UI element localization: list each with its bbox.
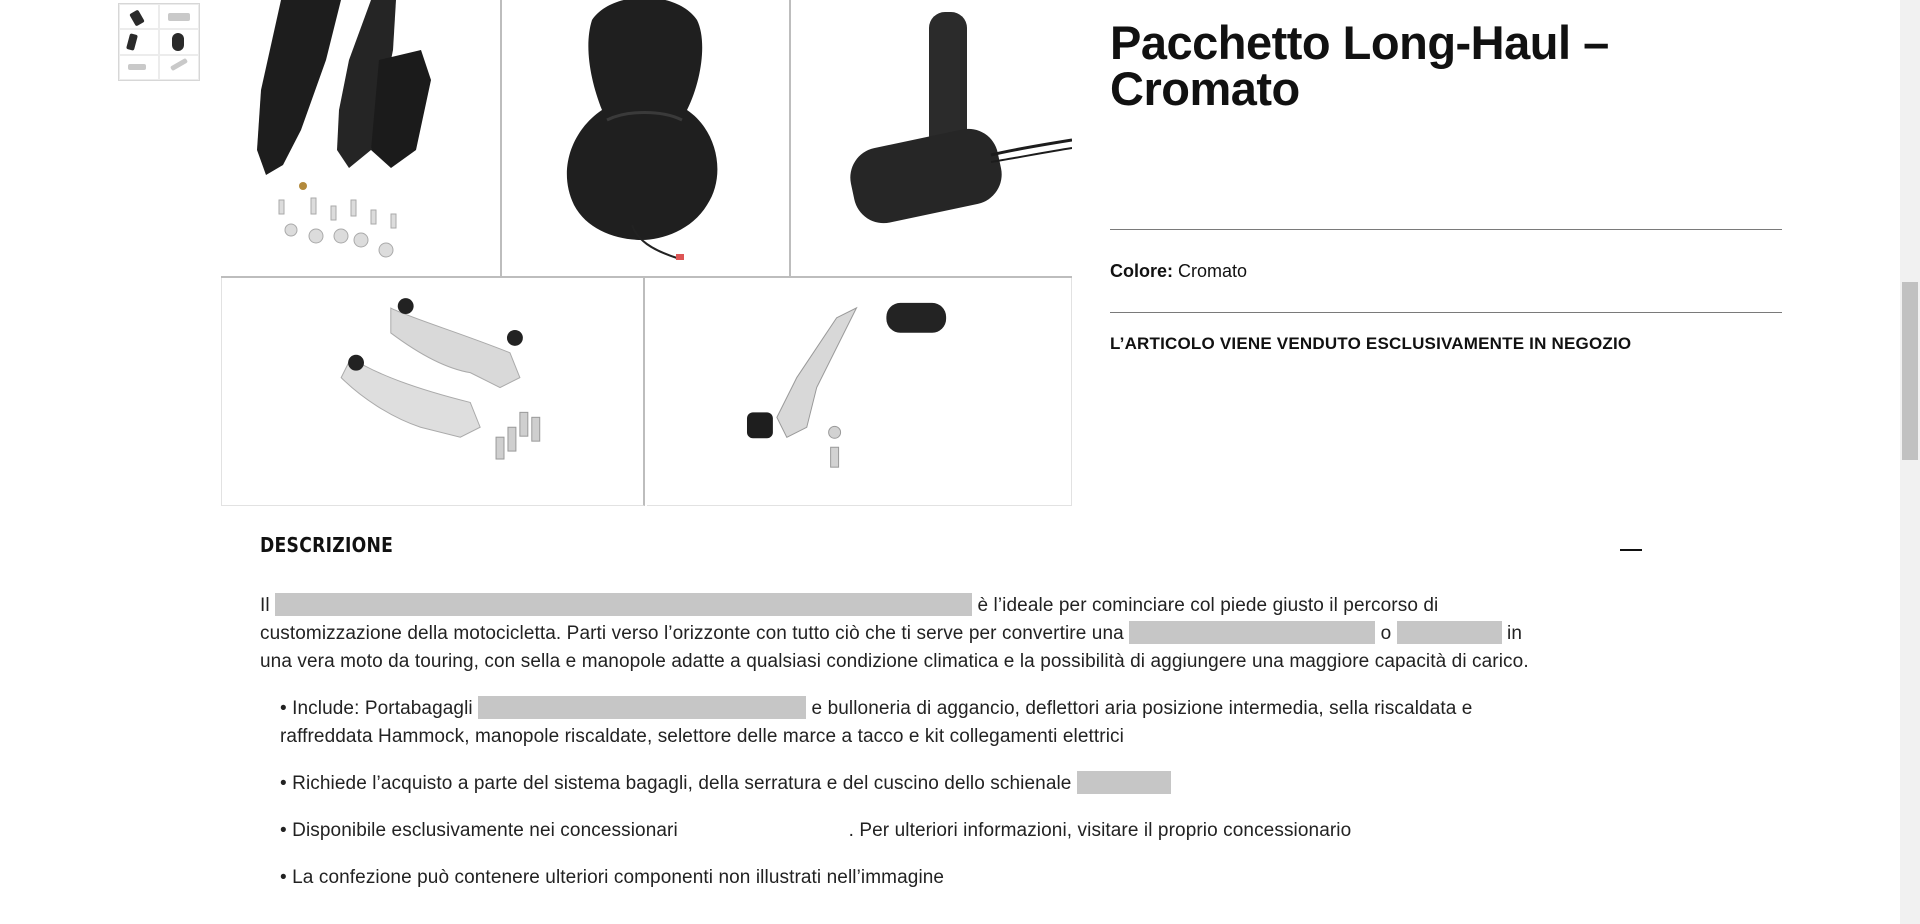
list-item xyxy=(280,770,1530,798)
shifter-image xyxy=(647,278,1071,505)
availability-notice: L’ARTICOLO VIENE VENDUTO ESCLUSIVAMENTE IN NEGOZIO xyxy=(1110,334,1632,353)
color-label: Colore: xyxy=(1110,261,1173,281)
list-item xyxy=(280,817,1530,845)
redacted-text xyxy=(1129,621,1375,644)
collapse-description-button[interactable] xyxy=(1618,538,1644,562)
thumb-cell xyxy=(119,29,159,54)
seat-image xyxy=(502,0,789,276)
paragraph-text: è l’ideale per cominciare col piede giusto il percorso di customizzazione della motocicletta. Parti verso l’orizzonte con tutto ciò che ti serve per convertire una xyxy=(260,595,1439,644)
paragraph-text: Il xyxy=(260,595,270,616)
thumb-cell xyxy=(159,55,199,80)
gallery-image-seat[interactable] xyxy=(502,0,791,278)
redacted-text xyxy=(478,696,806,719)
redacted-text xyxy=(1397,621,1502,644)
gallery-image-deflectors[interactable] xyxy=(221,0,502,278)
paragraph-text: o xyxy=(1380,623,1392,644)
deflectors-image xyxy=(221,0,500,276)
redacted-text xyxy=(1077,771,1171,794)
thumb-cell xyxy=(159,4,199,29)
bullet-text: • La confezione può contenere ulteriori componenti non illustrati nell’immagine xyxy=(280,867,945,888)
gallery-image-shifter[interactable] xyxy=(647,278,1072,506)
redacted-text xyxy=(275,593,972,616)
bullet-text: • Disponibile esclusivamente nei concessionari xyxy=(280,820,678,841)
paragraph-text: in una vera moto da touring, con sella e manopole adatte a qualsiasi condizione climatica e la possibilità di aggiungere una maggiore capacità di carico. xyxy=(260,623,1529,672)
mounts-image xyxy=(222,278,643,505)
list-item xyxy=(280,695,1530,751)
divider xyxy=(1110,229,1782,230)
product-title: Pacchetto Long-Haul – Cromato xyxy=(1110,16,1609,115)
minus-icon xyxy=(1620,549,1642,551)
bullet-text: . Per ulteriori informazioni, visitare il proprio concessionario xyxy=(848,820,1352,841)
description-heading[interactable]: DESCRIZIONE xyxy=(260,533,394,557)
bullet-text: • Include: Portabagagli xyxy=(280,698,473,719)
grips-image xyxy=(791,0,1072,276)
scrollbar-thumb[interactable] xyxy=(1902,282,1918,460)
feature-list xyxy=(260,695,1530,892)
list-item xyxy=(280,864,1530,892)
gallery-image-grips[interactable] xyxy=(791,0,1072,278)
description-paragraph xyxy=(260,592,1530,676)
bullet-text: • Richiede l’acquisto a parte del sistema bagagli, della serratura e del cuscino dello schienale xyxy=(280,773,1072,794)
product-gallery xyxy=(221,0,1072,506)
blank-space xyxy=(683,820,843,840)
gallery-thumbnail[interactable] xyxy=(118,3,200,81)
description-body xyxy=(260,592,1530,911)
thumb-cell xyxy=(119,4,159,29)
divider xyxy=(1110,312,1782,313)
color-row xyxy=(1110,261,1247,282)
page-scrollbar[interactable] xyxy=(1900,0,1920,924)
gallery-image-mounts[interactable] xyxy=(221,278,645,506)
thumb-cell xyxy=(119,55,159,80)
thumb-cell xyxy=(159,29,199,54)
bullet-text: e bulloneria di aggancio, deflettori aria posizione intermedia, sella riscaldata e raffreddata Hammock, manopole riscaldate, selettore delle marce a tacco e kit collegamenti elettrici xyxy=(280,698,1473,747)
color-value: Cromato xyxy=(1178,261,1248,281)
